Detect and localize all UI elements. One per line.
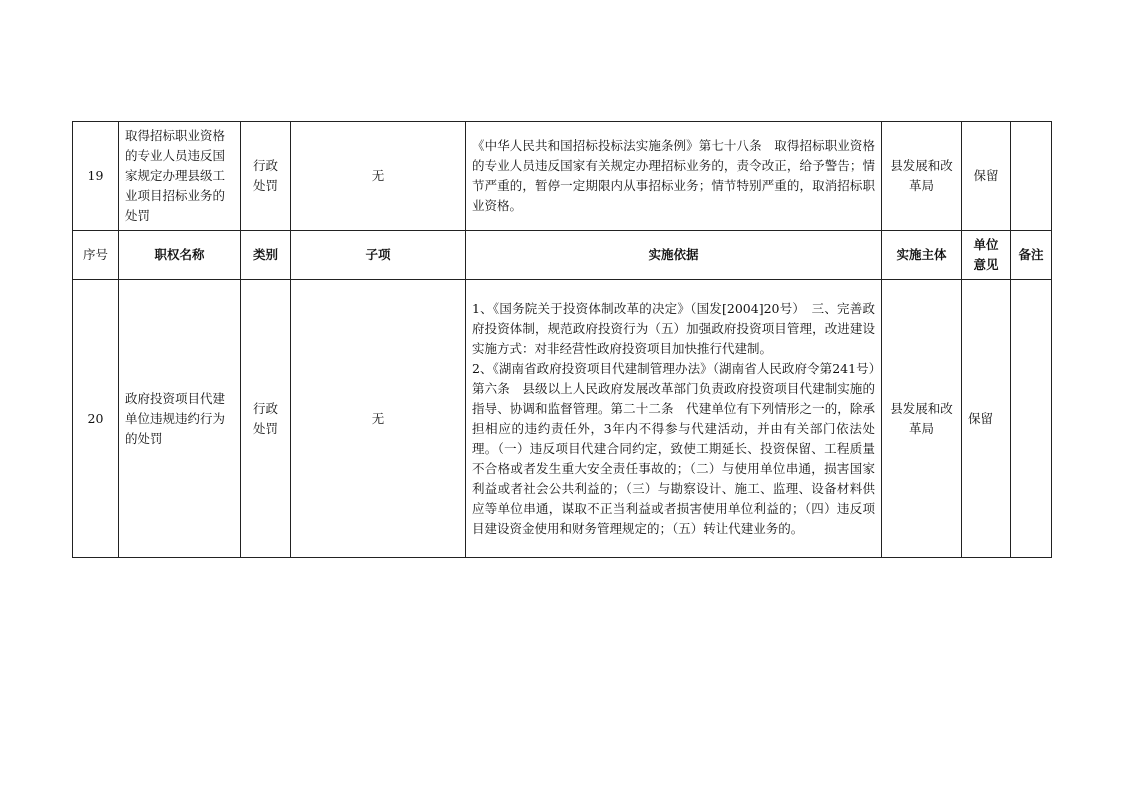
remark	[1011, 280, 1052, 558]
header-remark: 备注	[1011, 231, 1052, 280]
header-basis: 实施依据	[466, 231, 882, 280]
header-name: 职权名称	[119, 231, 241, 280]
implementing-body: 县发展和改革局	[882, 280, 962, 558]
sub-item: 无	[291, 280, 466, 558]
basis-paragraph: 《中华人民共和国招标投标法实施条例》第七十八条 取得招标职业资格的专业人员违反国家有关规定办理招标业务的，责令改正，给予警告；情节严重的，暂停一定期限内从事招标业务；情节特别严重的，取消招标职业资格。	[472, 138, 875, 213]
header-type: 类别	[241, 231, 291, 280]
legal-basis	[466, 280, 882, 558]
remark	[1011, 122, 1052, 231]
header-subject: 实施主体	[882, 231, 962, 280]
legal-basis	[466, 122, 882, 231]
power-name: 政府投资项目代建单位违规违约行为的处罚	[119, 280, 241, 558]
table-header-row	[73, 231, 1052, 280]
table-row	[73, 280, 1052, 558]
basis-paragraph: 2、《湖南省政府投资项目代建制管理办法》（湖南省人民政府令第241号）第六条 县级以上人民政府发展改革部门负责政府投资项目代建制实施的指导、协调和监督管理。第二十二条 代建单位有下列情形之一的，除承担相应的违约责任外，3年内不得参与代建活动，并由有关部门依法处理。（一）违反项目代建合同约定，致使工期延长、投资保留、工程质量不合格或者发生重大安全责任事故的；（二）与使用单位串通，损害国家利益或者社会公共利益的；（三）与勘察设计、施工、监理、设备材料供应等单位串通，谋取不正当利益或者损害使用单位利益的；（四）违反项目建设资金使用和财务管理规定的；（五）转让代建业务的。	[472, 360, 875, 536]
header-opinion: 单位意见	[962, 231, 1011, 280]
unit-opinion: 保留	[962, 122, 1011, 231]
power-type: 行政处罚	[241, 122, 291, 231]
table-row	[73, 122, 1052, 231]
power-list-table	[72, 121, 1052, 558]
unit-opinion: 保留	[962, 280, 1011, 558]
power-name: 取得招标职业资格的专业人员违反国家规定办理县级工业项目招标业务的处罚	[119, 122, 241, 231]
header-subitem: 子项	[291, 231, 466, 280]
basis-paragraph: 1、《国务院关于投资体制改革的决定》（国发[2004]20号） 三、完善政府投资体制，规范政府投资行为（五）加强政府投资项目管理，改进建设实施方式：对非经营性政府投资项目加快推行代建制。	[472, 300, 875, 356]
power-type: 行政处罚	[241, 280, 291, 558]
header-index: 序号	[73, 231, 119, 280]
row-index: 19	[73, 122, 119, 231]
sub-item: 无	[291, 122, 466, 231]
implementing-body: 县发展和改革局	[882, 122, 962, 231]
row-index: 20	[73, 280, 119, 558]
